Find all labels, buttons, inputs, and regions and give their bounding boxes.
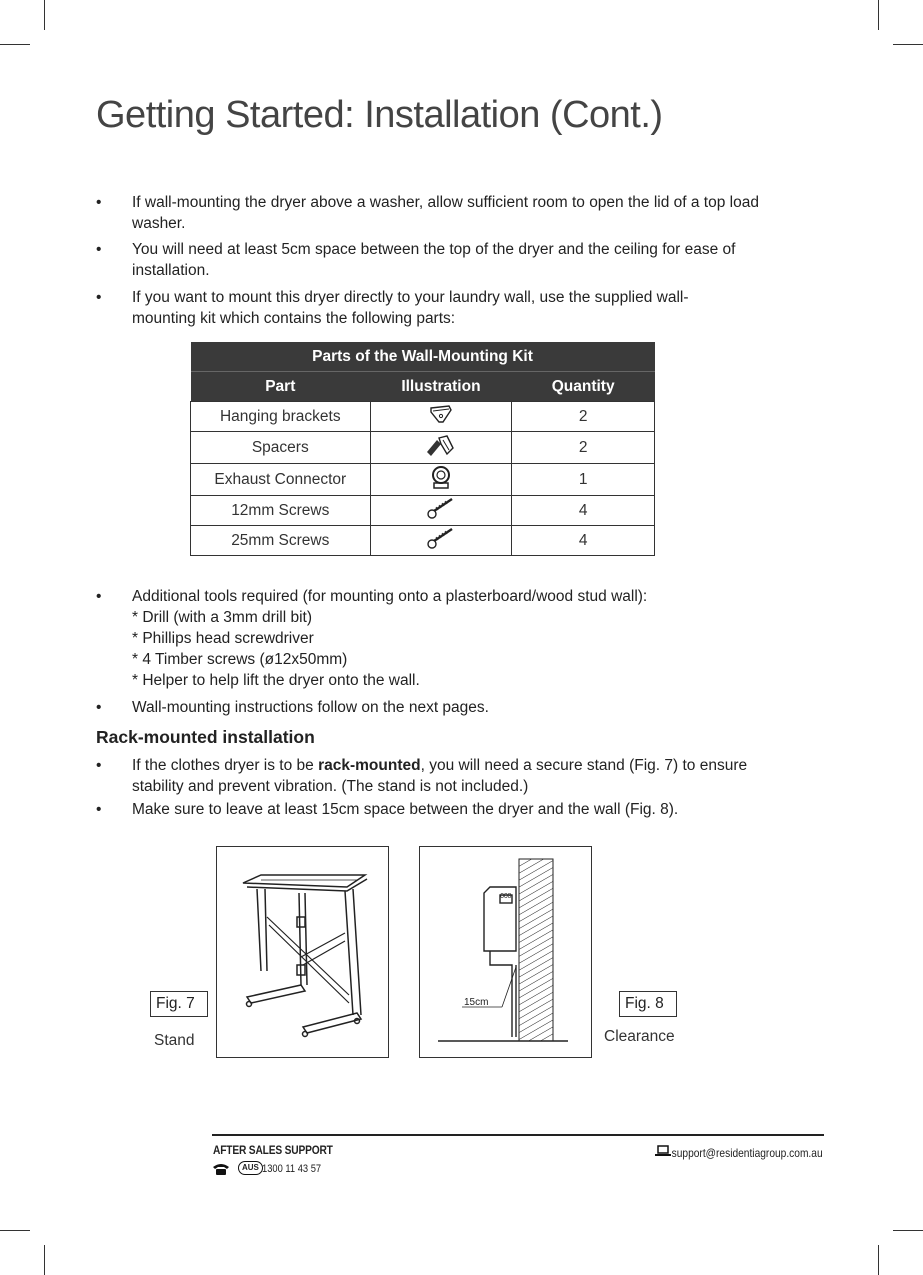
part-name: Exhaust Connector	[191, 464, 371, 496]
bullet-dot: •	[96, 289, 102, 306]
screw-icon	[426, 526, 456, 550]
quantity: 2	[512, 402, 655, 432]
fig8-panel-text: 000	[500, 893, 512, 901]
table-row	[191, 526, 655, 556]
crop-mark	[878, 0, 879, 30]
crop-mark	[878, 1245, 879, 1275]
section-heading: Rack-mounted installation	[96, 727, 315, 747]
bullet-text	[132, 755, 756, 797]
fig8-box	[419, 846, 592, 1058]
quantity: 1	[512, 464, 655, 496]
tool-item: * Drill (with a 3mm drill bit)	[132, 609, 312, 626]
illustration-cell	[370, 464, 512, 496]
fig7-caption: Stand	[154, 1032, 195, 1049]
bullet-text: If you want to mount this dryer directly to your laundry wall, use the supplied wall-mounting kit which contains the following parts:	[132, 289, 689, 327]
bullet-dot: •	[96, 588, 102, 605]
header-part: Part	[191, 372, 371, 402]
illustration-cell	[370, 526, 512, 556]
bullet-dot: •	[96, 801, 102, 818]
page-title: Getting Started: Installation (Cont.)	[96, 94, 663, 136]
part-name: Hanging brackets	[191, 402, 371, 432]
footer-email: support@residentiagroup.com.au	[672, 1146, 823, 1160]
tool-item: * Helper to help lift the dryer onto the wall.	[132, 672, 420, 689]
laptop-icon	[655, 1145, 671, 1157]
quantity: 2	[512, 432, 655, 464]
rack-text-before: If the clothes dryer is to be	[132, 757, 319, 774]
kit-table-header-row	[191, 372, 655, 402]
fig8-label: Fig. 8	[619, 991, 677, 1017]
fig8-caption: Clearance	[604, 1028, 675, 1045]
bullet-item	[96, 755, 756, 797]
crop-mark	[44, 0, 45, 30]
fig8-dimension: 15cm	[464, 997, 489, 1008]
screw-icon	[426, 496, 456, 520]
bullet-text: Wall-mounting instructions follow on the next pages.	[132, 699, 489, 716]
bullet-item	[96, 239, 776, 281]
table-row	[191, 464, 655, 496]
footer-phone: 1300 11 43 57	[262, 1163, 322, 1175]
region-text: AUS	[242, 1163, 259, 1172]
part-name: 25mm Screws	[191, 526, 371, 556]
bullet-dot: •	[96, 757, 102, 774]
tools-list	[132, 607, 420, 691]
rack-text-bold: rack-mounted	[318, 757, 421, 774]
bullet-item	[96, 586, 776, 607]
table-row	[191, 496, 655, 526]
crop-mark	[0, 44, 30, 45]
bullet-text: You will need at least 5cm space between the top of the dryer and the ceiling for ease of installation.	[132, 241, 736, 279]
bullet-dot: •	[96, 241, 102, 258]
table-row	[191, 402, 655, 432]
part-name: 12mm Screws	[191, 496, 371, 526]
bullet-item	[96, 287, 736, 329]
header-illustration: Illustration	[370, 372, 512, 402]
tool-item: * 4 Timber screws (ø12x50mm)	[132, 651, 348, 668]
footer-title: AFTER SALES SUPPORT	[213, 1143, 333, 1157]
clearance-illustration	[420, 847, 591, 1057]
kit-table-title: Parts of the Wall-Mounting Kit	[191, 342, 655, 372]
crop-mark	[893, 1230, 923, 1231]
kit-table	[190, 342, 655, 556]
bullet-text: Additional tools required (for mounting onto a plasterboard/wood stud wall):	[132, 588, 648, 605]
fig7-box	[216, 846, 389, 1058]
connector-icon	[429, 464, 453, 490]
bullet-item	[96, 192, 776, 234]
spacer-icon	[423, 432, 459, 458]
illustration-cell	[370, 432, 512, 464]
crop-mark	[0, 1230, 30, 1231]
quantity: 4	[512, 496, 655, 526]
rack-text-after: , you will need a secure stand (Fig. 7) to ensure stability and prevent vibration. (The stand is not included.)	[132, 757, 748, 795]
bullet-text: If wall-mounting the dryer above a washer, allow sufficient room to open the lid of a top load washer.	[132, 194, 759, 232]
phone-icon	[212, 1162, 230, 1176]
kit-table-title-row	[191, 342, 655, 372]
bullet-text: Make sure to leave at least 15cm space between the dryer and the wall (Fig. 8).	[132, 801, 679, 818]
bullet-item	[96, 799, 776, 820]
stand-illustration	[217, 847, 388, 1057]
table-row	[191, 432, 655, 464]
bullet-dot: •	[96, 194, 102, 211]
bullet-dot: •	[96, 699, 102, 716]
quantity: 4	[512, 526, 655, 556]
footer-divider	[212, 1134, 824, 1136]
illustration-cell	[370, 402, 512, 432]
illustration-cell	[370, 496, 512, 526]
crop-mark	[893, 44, 923, 45]
bullet-item	[96, 697, 776, 718]
part-name: Spacers	[191, 432, 371, 464]
header-quantity: Quantity	[512, 372, 655, 402]
fig7-label: Fig. 7	[150, 991, 208, 1017]
crop-mark	[44, 1245, 45, 1275]
tool-item: * Phillips head screwdriver	[132, 630, 314, 647]
region-badge	[238, 1161, 263, 1175]
bracket-icon	[427, 402, 455, 426]
